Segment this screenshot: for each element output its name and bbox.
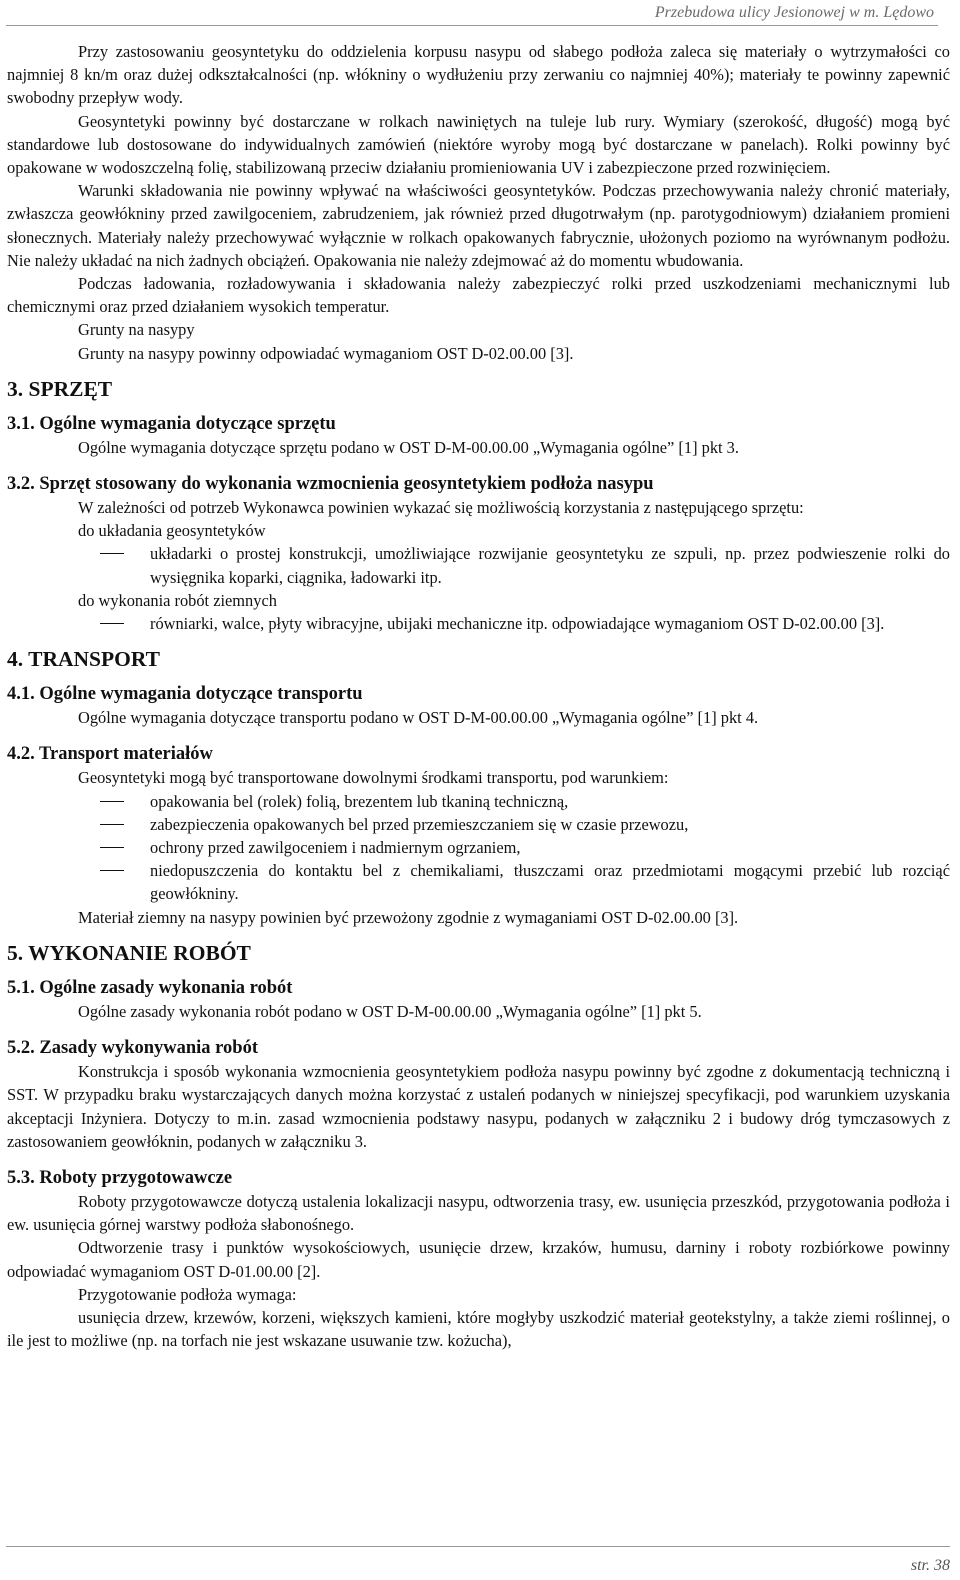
list-item bbox=[7, 542, 950, 588]
list-item-text: opakowania bel (rolek) folią, brezentem lub tkaniną techniczną, bbox=[150, 791, 569, 811]
section-title: Sprzęt stosowany do wykonania wzmocnienia geosyntetykiem podłoża nasypu bbox=[39, 474, 654, 495]
section-number: 3.1. bbox=[7, 413, 35, 434]
paragraph: Grunty na nasypy powinny odpowiadać wymaganiom OST D-02.00.00 [3]. bbox=[78, 343, 574, 363]
section-5-2-heading bbox=[7, 1036, 950, 1060]
list-item-text: ochrony przed zawilgoceniem i nadmiernym ogrzaniem, bbox=[150, 838, 521, 858]
list-item-text: niedopuszczenia do kontaktu bel z chemikaliami, tłuszczami oraz przedmiotami mogącymi przebić lub rozciąć geowłókniny. bbox=[150, 861, 950, 904]
section-title: Ogólne wymagania dotyczące transportu bbox=[39, 684, 363, 705]
section-3-1-heading bbox=[7, 412, 950, 436]
section-4-2-heading bbox=[7, 742, 950, 766]
list-item bbox=[7, 836, 950, 859]
header-rule bbox=[6, 25, 938, 26]
paragraph: Konstrukcja i sposób wykonania wzmocnienia geosyntetykiem podłoża nasypu powinny być zgodne z dokumentacją techniczną i SST. W przypadku braku wystarczających danych można korzystać z ustaleń podanych w niniejszej specyfikacji, pod warunkiem uzyskania akceptacji Inżyniera. Dotyczy to m.in. zasad wzmocnienia podstawy nasypu, podanych w załączniku 2 i budowy dróg tymczasowych z zastosowaniem geowłóknin, podanych w załączniku 3. bbox=[7, 1062, 950, 1151]
section-3-2-heading bbox=[7, 472, 950, 496]
section-number: 3.2. bbox=[7, 474, 35, 495]
section-3-heading: 3. SPRZĘT bbox=[7, 376, 113, 401]
paragraph: usunięcia drzew, krzewów, korzeni, większych kamieni, które mogłyby uszkodzić materiał geotekstylny, a także ziemi roślinnej, o ile jest to możliwe (np. na torfach nie jest wskazane usuwanie tzw. kożucha), bbox=[7, 1307, 950, 1351]
section-title: Zasady wykonywania robót bbox=[39, 1038, 259, 1059]
dash-bullet bbox=[100, 801, 124, 802]
dash-bullet bbox=[100, 553, 124, 554]
list-item bbox=[7, 612, 950, 635]
subheading-grunty: Grunty na nasypy bbox=[78, 320, 195, 340]
section-number: 4.2. bbox=[7, 744, 35, 765]
document-body bbox=[7, 40, 950, 1352]
list-item bbox=[7, 790, 950, 813]
paragraph: Warunki składowania nie powinny wpływać na właściwości geosyntetyków. Podczas przechowywania należy chronić materiały, zwłaszcza geowłókniny przed zawilgoceniem, zabrudzeniem, jak również przed długotrwałym (np. parotygodniowym) działaniem promieni słonecznych. Materiały należy przechowywać wyłącznie w rolkach opakowanych fabrycznie, ułożonych poziomo na wyrównanym podłożu. Nie należy układać na nich żadnych obciążeń. Opakowania nie należy zdejmować aż do momentu wbudowania. bbox=[7, 181, 950, 270]
section-title: Ogólne zasady wykonania robót bbox=[39, 977, 293, 998]
dash-bullet bbox=[100, 623, 124, 624]
section-title: Roboty przygotowawcze bbox=[39, 1167, 233, 1188]
page-header bbox=[0, 0, 960, 30]
section-number: 5.3. bbox=[7, 1167, 35, 1188]
section-title: Ogólne wymagania dotyczące sprzętu bbox=[39, 413, 336, 434]
section-number: 4.1. bbox=[7, 684, 35, 705]
paragraph: Przy zastosowaniu geosyntetyku do oddzielenia korpusu nasypu od słabego podłoża zaleca się materiały o wytrzymałości co najmniej 8 kn/m oraz dużej odkształcalności (np. włókniny o wydłużeniu przy zerwaniu co najmniej 40%); materiały te powinny zapewnić swobodny przepływ wody. bbox=[7, 42, 950, 108]
section-4-heading: 4. TRANSPORT bbox=[7, 647, 160, 672]
section-title: Transport materiałów bbox=[39, 744, 213, 765]
paragraph: W zależności od potrzeb Wykonawca powinien wykazać się możliwością korzystania z następującego sprzętu: bbox=[78, 498, 804, 518]
paragraph: Ogólne zasady wykonania robót podano w OST D-M-00.00.00 „Wymagania ogólne” [1] pkt 5. bbox=[78, 1001, 702, 1021]
list-item-text: układarki o prostej konstrukcji, umożliwiające rozwijanie geosyntetyku ze szpuli, np. przez podwieszenie rolki do wysięgnika koparki, ciągnika, ładowarki itp. bbox=[150, 544, 950, 587]
section-number: 5.2. bbox=[7, 1038, 35, 1059]
dash-bullet bbox=[100, 824, 124, 825]
section-4-1-heading bbox=[7, 682, 950, 706]
list-heading: do układania geosyntetyków bbox=[78, 521, 266, 541]
paragraph: Geosyntetyki mogą być transportowane dowolnymi środkami transportu, pod warunkiem: bbox=[78, 768, 669, 788]
dash-bullet bbox=[100, 870, 124, 871]
section-5-heading: 5. WYKONANIE ROBÓT bbox=[7, 940, 251, 965]
footer-rule bbox=[6, 1546, 950, 1547]
page-number: str. 38 bbox=[910, 1557, 950, 1574]
paragraph: Podczas ładowania, rozładowywania i składowania należy zabezpieczyć rolki przed uszkodzeniami mechanicznymi lub chemicznymi oraz przed działaniem wysokich temperatur. bbox=[7, 274, 950, 317]
section-5-1-heading bbox=[7, 976, 950, 1000]
paragraph: Roboty przygotowawcze dotyczą ustalenia lokalizacji nasypu, odtworzenia trasy, ew. usunięcia przeszkód, przygotowania podłoża i ew. usunięcia górnej warstwy podłoża słabonośnego. bbox=[7, 1191, 950, 1235]
list-heading: do wykonania robót ziemnych bbox=[78, 590, 277, 610]
paragraph: Przygotowanie podłoża wymaga: bbox=[78, 1284, 297, 1304]
list-item bbox=[7, 859, 950, 905]
header-title: Przebudowa ulicy Jesionowej w m. Lędowo bbox=[654, 4, 934, 21]
section-number: 5.1. bbox=[7, 977, 35, 998]
paragraph: Ogólne wymagania dotyczące transportu podano w OST D-M-00.00.00 „Wymagania ogólne” [1] pkt 4. bbox=[78, 708, 759, 728]
page-footer bbox=[0, 1540, 960, 1580]
list-item bbox=[7, 813, 950, 836]
list-item-text: równiarki, walce, płyty wibracyjne, ubijaki mechaniczne itp. odpowiadające wymaganiom OST D-02.00.00 [3]. bbox=[150, 614, 885, 634]
paragraph: Odtworzenie trasy i punktów wysokościowych, usunięcie drzew, krzaków, humusu, darniny i roboty rozbiórkowe powinny odpowiadać wymaganiom OST D-01.00.00 [2]. bbox=[7, 1238, 950, 1281]
list-item-text: zabezpieczenia opakowanych bel przed przemieszczaniem się w czasie przewozu, bbox=[150, 814, 689, 834]
section-5-3-heading bbox=[7, 1166, 950, 1190]
dash-bullet bbox=[100, 847, 124, 848]
paragraph: Ogólne wymagania dotyczące sprzętu podano w OST D-M-00.00.00 „Wymagania ogólne” [1] pkt 3. bbox=[78, 437, 739, 457]
paragraph: Materiał ziemny na nasypy powinien być przewożony zgodnie z wymaganiami OST D-02.00.00 [3]. bbox=[78, 907, 739, 927]
paragraph: Geosyntetyki powinny być dostarczane w rolkach nawiniętych na tuleje lub rury. Wymiary (szerokość, długość) mogą być standardowe lub dostosowane do indywidualnych zamówień (niektóre wyroby mogą być dostarczane w panelach). Rolki powinny być opakowane w wodoszczelną folię, stabilizowaną przeciw działaniu promieniowania UV i zabezpieczone przed rozwinięciem. bbox=[7, 111, 950, 178]
